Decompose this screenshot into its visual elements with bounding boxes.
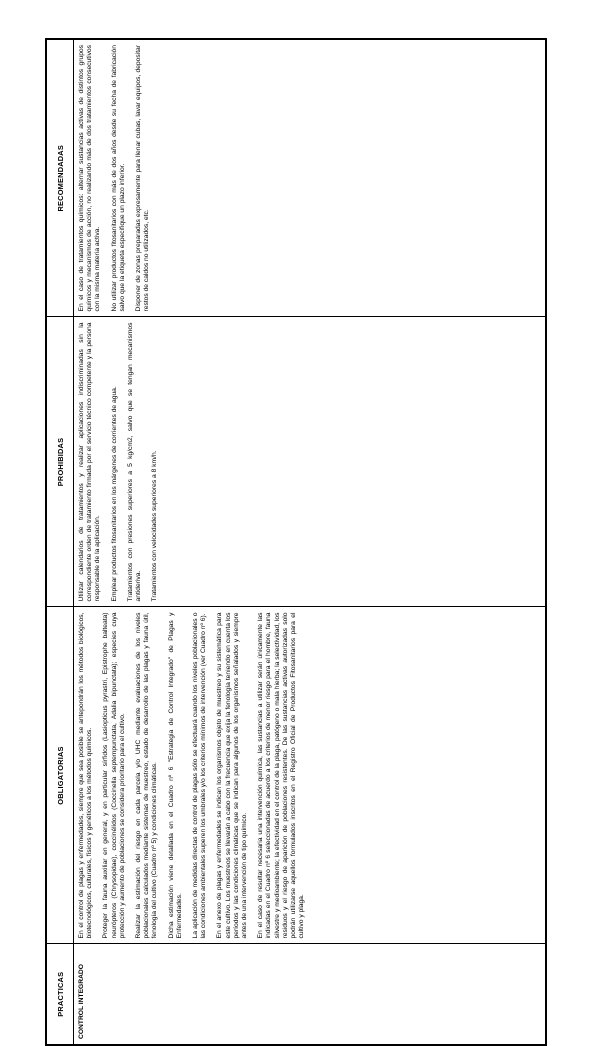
paragraph: Tratamientos con presiones superiores a 5 kg/cm2, salvo que se tengan mecanismos antideriva. bbox=[126, 322, 143, 602]
header-practicas: PRACTICAS bbox=[46, 944, 74, 1045]
paragraph: Disponer de zonas preparadas expresamente para llenar cubas, lavar equipos, depositar restos de caldos no utilizados, etc. bbox=[135, 45, 151, 312]
header-obligatorias: OBLIGATORIAS bbox=[46, 607, 74, 944]
paragraph: Utilizar calendarios de tratamientos y realizar aplicaciones indiscriminadas sin la correspondiente orden de tratamiento firmada por el servicio técnico competente y la persona responsable de la aplicación. bbox=[78, 322, 102, 602]
paragraph: Realizar la estimación del riesgo en cada parcela y/o UHC mediante evaluaciones de los niveles poblacionales calculados mediante sistemas de muestreo, estado de desarrollo de las plagas y fauna útil, fenología del cultivo (Cuadro nº 5) y condiciones climáticas. bbox=[135, 612, 159, 939]
rotated-page bbox=[45, 40, 547, 1046]
paragraph: En el caso de resultar necesaria una intervención química, las sustancias a utilizar serán únicamente las indicadas en el Cuadro nº 6 seleccionadas de acuerdo a los criterios de menor riesgo para el hombre, fauna silvestre y medioambiente; la efectividad en el control de la plaga, patógeno o mala hierba; la selectividad, los residuos y el riesgo de aparición de poblaciones resistentes. De las sustancias activas autorizadas solo podrán utilizarse aquellos formulados inscritos en el Registro Oficial de Productos Fitosanitarios para el cultivo y plaga. bbox=[257, 612, 306, 939]
header-recomendadas: RECOMENDADAS bbox=[46, 39, 74, 317]
paragraph: La aplicación de medidas directas de control de plagas sólo se efectuará cuando los niveles poblacionales o las condiciones ambientales superen los umbrales y/o los criterios mínimos de intervención (ver Cuadro nº 6). bbox=[192, 612, 208, 939]
obligatorias-cell bbox=[74, 607, 547, 944]
practica-name: CONTROL INTEGRADO bbox=[74, 944, 547, 1045]
paragraph: Tratamientos con velocidades superiores a 8 km/h. bbox=[151, 450, 159, 602]
paragraph: En el anexo de plagas y enfermedades se indican los organismos objeto de muestreo y su sistemática para este cultivo. Los muestreos se llevarán a cabo con la frecuencia que exija la fenología teniendo en cuenta los períodos y las condiciones climáticas que se indican para algunos de los organismos señalados y siempre antes de una intervención de tipo químico. bbox=[216, 612, 249, 939]
paragraph: No utilizar productos fitosanitarios con más de dos años desde su fecha de fabricación salvo que la etiqueta especifique un plazo inferior. bbox=[110, 45, 126, 312]
header-prohibidas: PROHIBIDAS bbox=[46, 317, 74, 607]
header-row bbox=[46, 39, 74, 1045]
paragraph: En el control de plagas y enfermedades, siempre que sea posible se antepondrán los métodos biológicos, biotecnológicos, culturales, físicos y genéticos a los métodos químicos. bbox=[78, 612, 94, 939]
prohibidas-cell bbox=[74, 317, 547, 607]
paragraph: Emplear productos fitosanitarios en los márgenes de corrientes de agua. bbox=[110, 386, 118, 602]
table-row bbox=[74, 39, 547, 1045]
paragraph: Proteger la fauna auxiliar en general, y en particular sírfidos (Lasiopticus pyrastri, Epistrophe balteata) neurópteros (Chrysopidae), coccinélidos (Coccinella septempunctata, Adalia bipunctata); especies cuya protección y aumento de poblaciones se considera prioritario para el cultivo. bbox=[102, 612, 126, 939]
paragraph: En el caso de tratamientos químicos: alternar sustancias activas de distintos grupos químicos y mecanismos de acción, no realizando más de dos tratamientos consecutivos con la misma materia activa. bbox=[78, 45, 102, 312]
practices-table bbox=[45, 38, 547, 1046]
paragraph: Dicha estimación viene detallada en el Cuadro nº 6 "Estrategia de Control Integrado" de Plagas y Enfermedades. bbox=[167, 612, 183, 939]
recomendadas-cell bbox=[74, 39, 547, 317]
